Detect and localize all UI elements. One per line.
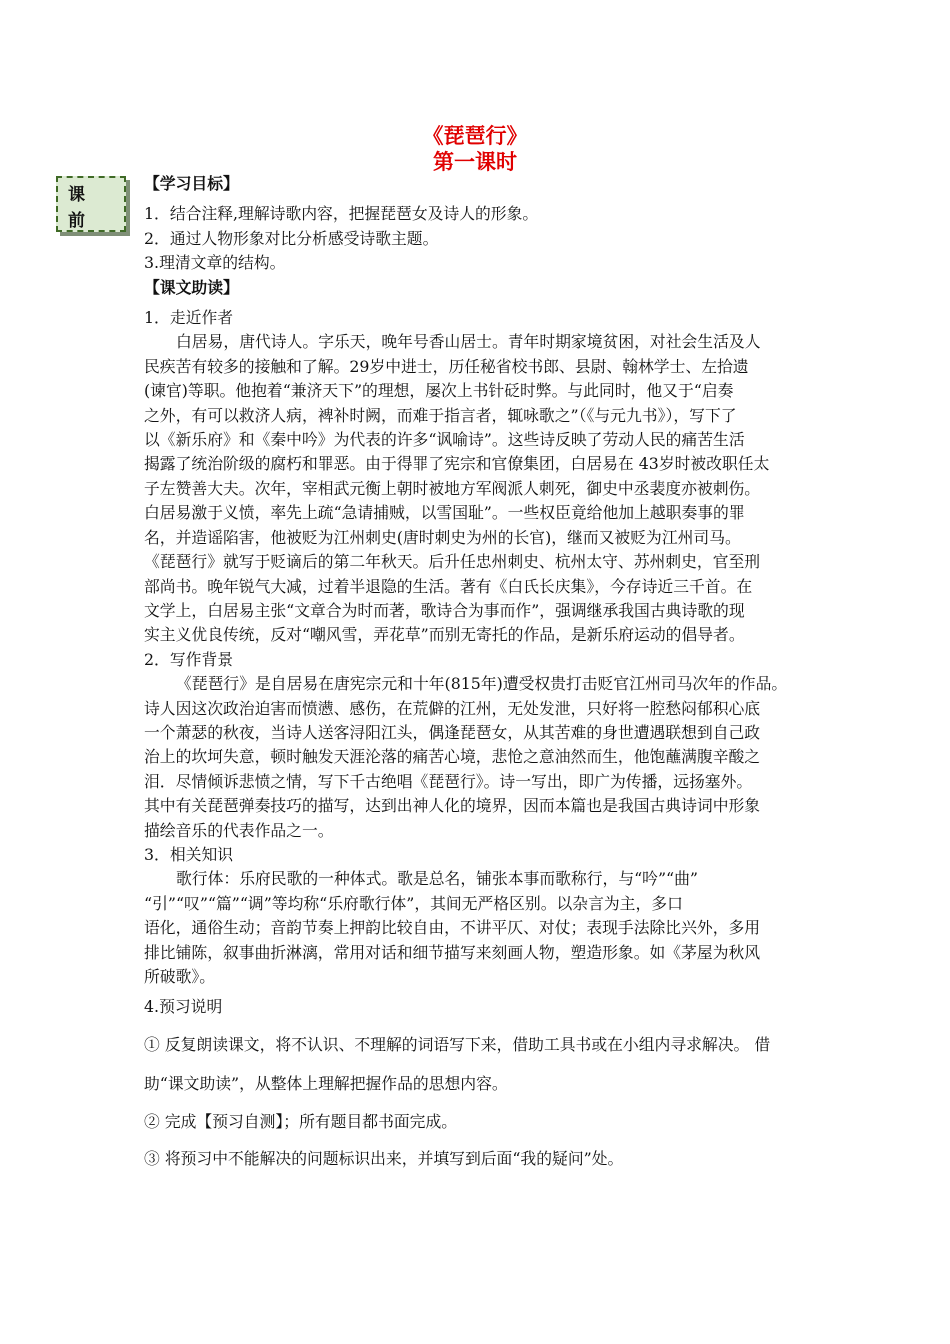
author-paragraph-line: 《琵琶行》就写于贬谪后的第二年秋天。后升任忠州刺史、杭州太守、苏州刺史，官至刑 — [144, 552, 761, 572]
knowledge-paragraph-line: 所破歌》。 — [144, 967, 216, 986]
document-title: 《琵琶行》 — [422, 124, 528, 148]
author-paragraph-line: 以《新乐府》和《秦中吟》为代表的许多“讽喻诗”。这些诗反映了劳动人民的痛苦生活 — [144, 430, 745, 450]
preview-item: ③ 将预习中不能解决的问题标识出来，并填写到后面“我的疑问”处。 — [144, 1149, 624, 1169]
document-subtitle: 第一课时 — [433, 150, 517, 174]
document-body — [144, 172, 810, 1171]
author-paragraph-line: 白居易激于义愤，率先上疏“急请捕贼，以雪国耻”。一些权臣竟给他加上越职奏事的罪 — [144, 503, 745, 523]
preview-heading: 4.预习说明 — [144, 997, 223, 1017]
pre-class-label-box — [56, 176, 126, 232]
background-paragraph-line: 一个萧瑟的秋夜，当诗人送客浔阳江头，偶逢琵琶女，从其苦难的身世遭遇联想到自己政 — [144, 722, 761, 742]
author-paragraph-line: 之外，有可以救济人病，裨补时阙，而难于指言者，辄咏歌之”（《与元九书》），写下了 — [144, 405, 737, 425]
author-heading: 1．走近作者 — [144, 308, 234, 328]
background-paragraph-line: 其中有关琵琶弹奏技巧的描写，达到出神人化的境界，因而本篇也是我国古典诗词中形象 — [144, 796, 761, 816]
objective-item: 2．通过人物形象对比分析感受诗歌主题。 — [144, 228, 439, 248]
author-paragraph-line: 子左赞善大夫。次年，宰相武元衡上朝时被地方军阀派人刺死，御史中丞裴度亦被刺伤。 — [144, 478, 761, 498]
background-paragraph-line: 治上的坎坷失意，顿时触发天涯沦落的痛苦心境，悲怆之意油然而生，他饱蘸满腹辛酸之 — [144, 747, 761, 767]
objectives-heading: 【学习目标】 — [144, 174, 239, 193]
knowledge-paragraph-line: “引”“叹”“篇”“调”等均称“乐府歌行体”，其间无严格区别。以杂言为主，多口 — [144, 893, 683, 913]
objective-item: 3.理清文章的结构。 — [144, 253, 286, 273]
knowledge-heading: 3．相关知识 — [144, 844, 234, 864]
background-paragraph-line: 《琵琶行》是自居易在唐宪宗元和十年(815年)遭受权贵打击贬官江州司马次年的作品。 — [176, 674, 788, 694]
preview-item: 助“课文助读”，从整体上理解把握作品的思想内容。 — [144, 1074, 508, 1094]
author-paragraph-line: 文学上，白居易主张“文章合为时而著，歌诗合为事而作”，强调继承我国古典诗歌的现 — [144, 600, 745, 620]
side-label-char-1: 课 — [68, 185, 85, 205]
background-paragraph-line: 描绘音乐的代表作品之一。 — [144, 820, 334, 840]
side-label-char-2: 前 — [68, 211, 85, 231]
author-paragraph-line: 揭露了统治阶级的腐朽和罪恶。由于得罪了宪宗和官僚集团，白居易在 43岁时被改职任太 — [144, 454, 770, 474]
preview-item: ② 完成【预习自测】；所有题目都书面完成。 — [144, 1111, 458, 1131]
knowledge-paragraph-line: 语化，通俗生动；音韵节奏上押韵比较自由，不讲平仄、对仗；表现手法除比兴外，多用 — [144, 918, 761, 938]
author-paragraph-line: 民疾苦有较多的接触和了解。29岁中进士，历任秘省校书郎、县尉、翰林学士、左拾遗 — [144, 356, 749, 376]
knowledge-paragraph-line: 排比铺陈，叙事曲折淋漓，常用对话和细节描写来刻画人物，塑造形象。如《茅屋为秋风 — [144, 942, 761, 962]
background-paragraph-line: 泪．尽情倾诉悲愤之情，写下千古绝唱《琵琶行》。诗一写出，即广为传播，远扬塞外。 — [144, 771, 753, 791]
reading-heading: 【课文助读】 — [144, 277, 239, 297]
author-paragraph-line: 白居易，唐代诗人。字乐天，晚年号香山居士。青年时期家境贫困，对社会生活及人 — [176, 332, 761, 352]
background-heading: 2．写作背景 — [144, 649, 234, 669]
author-paragraph-line: 实主义优良传统，反对“嘲风雪，弄花草”而别无寄托的作品，是新乐府运动的倡导者。 — [144, 625, 745, 645]
background-paragraph-line: 诗人因这次政治迫害而愤懑、感伤，在荒僻的江州，无处发泄，只好将一腔愁闷郁积心底 — [144, 698, 761, 718]
preview-item: ① 反复朗读课文，将不认识、不理解的词语写下来，借助工具书或在小组内寻求解决。 借 — [144, 1034, 771, 1054]
author-paragraph-line: 名，并造谣陷害，他被贬为江州刺史(唐时刺史为州的长官)，继而又被贬为江州司马。 — [144, 527, 741, 547]
author-paragraph-line: 部尚书。晚年锐气大减，过着半退隐的生活。著有《白氏长庆集》，今存诗近三千首。在 — [144, 576, 753, 596]
knowledge-paragraph-line: 歌行体：乐府民歌的一种体式。歌是总名，铺张本事而歌称行，与“吟”“曲” — [176, 869, 699, 889]
author-paragraph-line: (谏官)等职。他抱着“兼济天下”的理想，屡次上书针砭时弊。与此同时，他又于“启奏 — [144, 381, 734, 401]
objective-item: 1．结合注释,理解诗歌内容，把握琵琶女及诗人的形象。 — [144, 204, 539, 224]
